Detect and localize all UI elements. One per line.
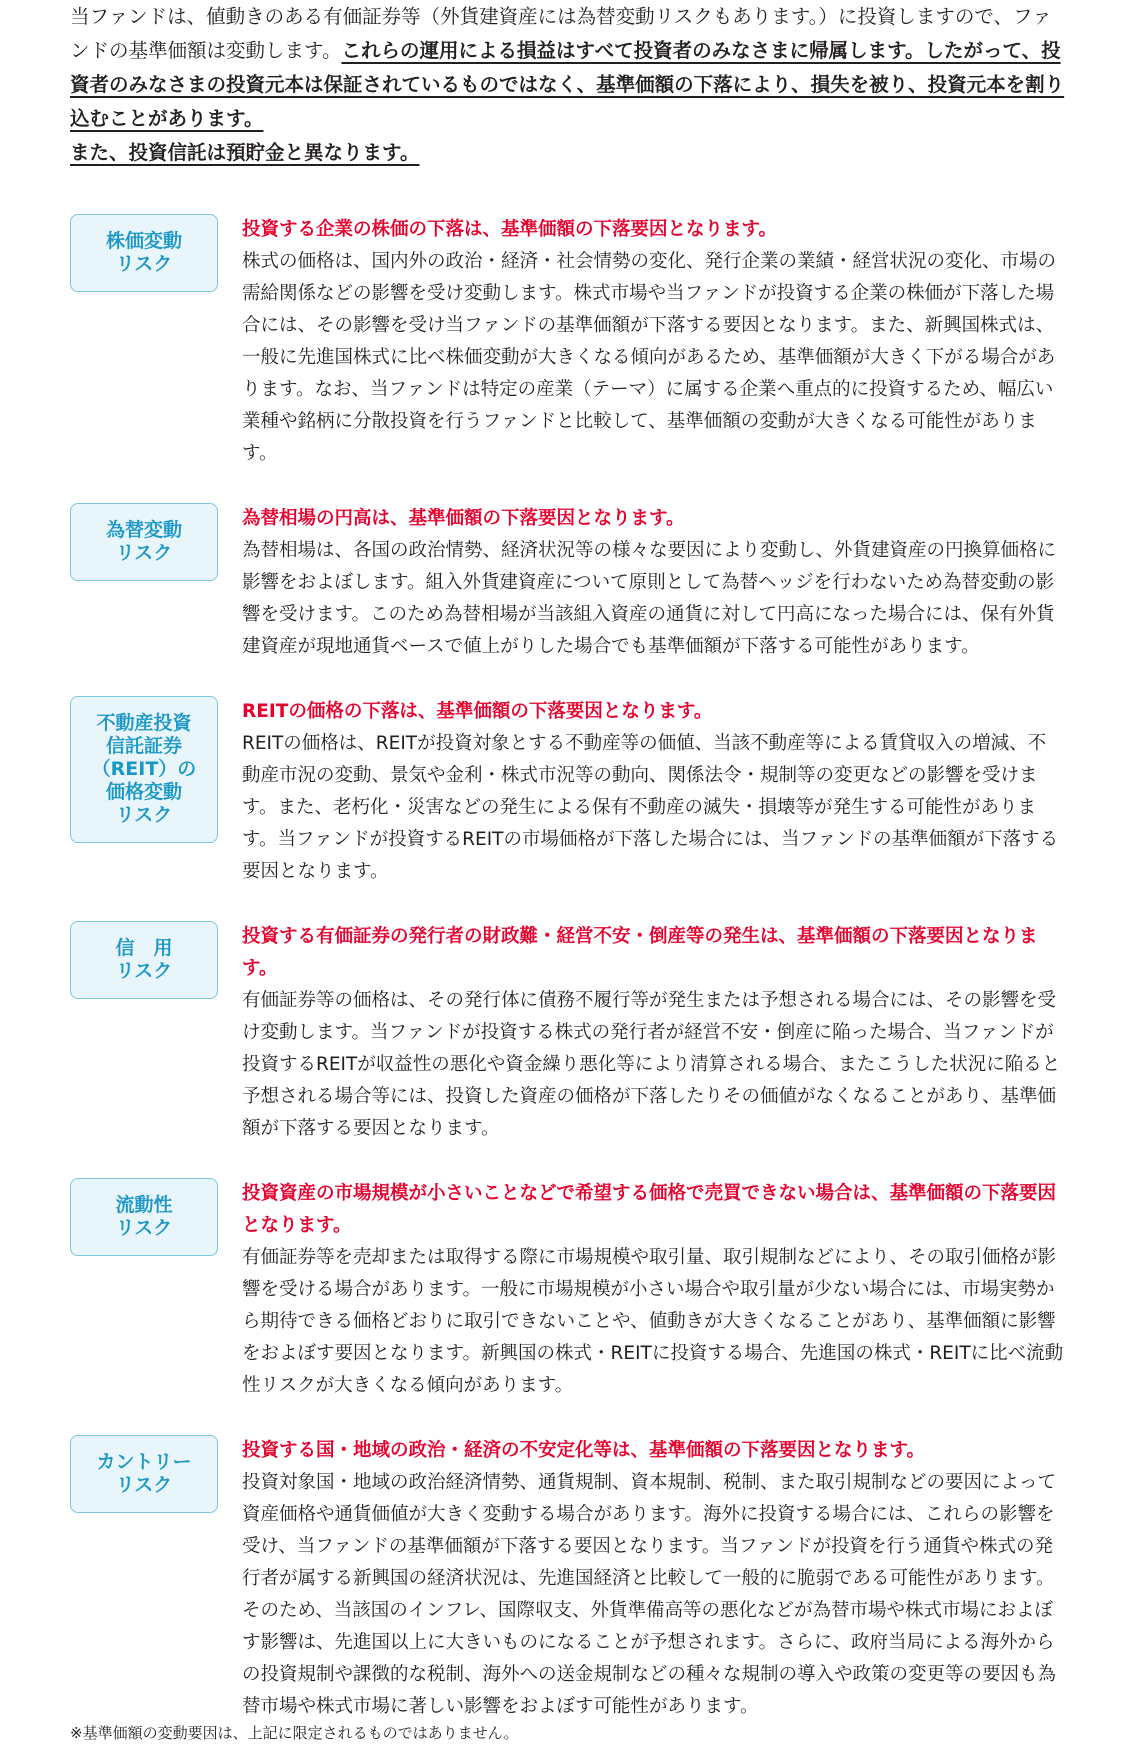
risk-headline: 投資する有価証券の発行者の財政難・経営不安・倒産等の発生は、基準価額の下落要因となります。 xyxy=(242,926,1038,979)
risk-description: 株式の価格は、国内外の政治・経済・社会情勢の変化、発行企業の業績・経営状況の変化、市場の需給関係などの影響を受け変動します。株式市場や当ファンドが投資する企業の株価が下落した場合には、その影響を受け当ファンドの基準価額が下落する要因となります。また、新興国株式は、一般に先進国株式に比べ株価変動が大きくなる傾向があるため、基準価額が大きく下がる場合があります。なお、当ファンドは特定の産業（テーマ）に属する企業へ重点的に投資するため、幅広い業種や銘柄に分散投資を行うファンドと比較して、基準価額の変動が大きくなる可能性があります。 xyxy=(242,251,1057,464)
risk-description: 有価証券等を売却または取得する際に市場規模や取引量、取引規制などにより、その取引価格が影響を受ける場合があります。一般に市場規模が小さい場合や取引量が少ない場合には、市場実勢から期待できる価格どおりに取引できないことや、値動きが大きくなることがあり、基準価額に影響をおよぼす要因となります。新興国の株式・REITに投資する場合、先進国の株式・REITに比べ流動性リスクが大きくなる傾向があります。 xyxy=(242,1247,1064,1396)
risk-label: 為替変動 リスク xyxy=(70,503,218,581)
risk-item-liquidity xyxy=(70,1178,1070,1402)
risk-label: 信 用 リスク xyxy=(70,921,218,999)
risk-item-credit xyxy=(70,921,1070,1145)
intro-bold-text: これらの運用による損益はすべて投資者のみなさまに帰属します。したがって、投資者のみなさまの投資元本は保証されているものではなく、基準価額の下落により、損失を被り、投資元本を割り込むことがあります。 xyxy=(70,39,1065,130)
risk-label: カントリー リスク xyxy=(70,1435,218,1513)
risk-item-reit xyxy=(70,696,1070,888)
risk-item-currency xyxy=(70,503,1070,663)
risk-headline: 投資する企業の株価の下落は、基準価額の下落要因となります。 xyxy=(242,219,778,240)
risk-list xyxy=(70,214,1070,1756)
intro-normal-text: 当ファンドは、値動きのある有価証券等（外貨建資産には為替変動リスクもあります。）に投資しますので、ファンドの基準価額は変動します。 xyxy=(70,5,1052,62)
risk-body xyxy=(242,696,1064,888)
risk-body xyxy=(242,503,1064,663)
risk-description: REITの価格は、REITが投資対象とする不動産等の価値、当該不動産等による賃貸収入の増減、不動産市況の変動、景気や金利・株式市況等の動向、関係法令・規制等の変更などの影響を受けます。また、老朽化・災害などの発生による保有不動産の滅失・損壊等が発生する可能性があります。当ファンドが投資するREITの市場価格が下落した場合には、当ファンドの基準価額が下落する要因となります。 xyxy=(242,733,1059,882)
risk-headline: 投資する国・地域の政治・経済の不安定化等は、基準価額の下落要因となります。 xyxy=(242,1440,926,1461)
footnote: ※基準価額の変動要因は、上記に限定されるものではありません。 xyxy=(70,1724,519,1742)
risk-item-stock-price xyxy=(70,214,1070,470)
risk-description: 有価証券等の価格は、その発行体に債務不履行等が発生または予想される場合には、その影響を受け変動します。当ファンドが投資する株式の発行者が経営不安・倒産に陥った場合、当ファンドが投資するREITが収益性の悪化や資金繰り悪化等により清算される場合、またこうした状況に陥ると予想される場合等には、投資した資産の価格が下落したりその価値がなくなることがあり、基準価額が下落する要因となります。 xyxy=(242,990,1061,1139)
intro-paragraph xyxy=(70,0,1070,170)
risk-body xyxy=(242,921,1064,1145)
risk-label: 不動産投資 信託証券 （REIT）の 価格変動 リスク xyxy=(70,696,218,843)
risk-label: 株価変動 リスク xyxy=(70,214,218,292)
risk-headline: 為替相場の円高は、基準価額の下落要因となります。 xyxy=(242,508,685,529)
risk-label: 流動性 リスク xyxy=(70,1178,218,1256)
risk-headline: REITの価格の下落は、基準価額の下落要因となります。 xyxy=(242,701,713,722)
risk-description: 為替相場は、各国の政治情勢、経済状況等の様々な要因により変動し、外貨建資産の円換算価格に影響をおよぼします。組入外貨建資産について原則として為替ヘッジを行わないため為替変動の影響を受けます。このため為替相場が当該組入資産の通貨に対して円高になった場合には、保有外貨建資産が現地通貨ベースで値上がりした場合でも基準価額が下落する可能性があります。 xyxy=(242,540,1057,657)
risk-body xyxy=(242,1178,1064,1402)
risk-description: 投資対象国・地域の政治経済情勢、通貨規制、資本規制、税制、また取引規制などの要因によって資産価格や通貨価値が大きく変動する場合があります。海外に投資する場合には、これらの影響を受け、当ファンドの基準価額が下落する要因となります。当ファンドが投資を行う通貨や株式の発行者が属する新興国の経済状況は、先進国経済と比較して一般的に脆弱である可能性があります。そのため、当該国のインフレ、国際収支、外貨準備高等の悪化などが為替市場や株式市場におよぼす影響は、先進国以上に大きいものになることが予想されます。さらに、政府当局による海外からの投資規制や課徴的な税制、海外への送金規制などの種々な規制の導入や政策の変更等の要因も為替市場や株式市場に著しい影響をおよぼす可能性があります。 xyxy=(242,1472,1057,1717)
risk-body xyxy=(242,1435,1064,1723)
risk-headline: 投資資産の市場規模が小さいことなどで希望する価格で売買できない場合は、基準価額の下落要因となります。 xyxy=(242,1183,1057,1236)
intro-bold-text-2: また、投資信託は預貯金と異なります。 xyxy=(70,141,420,164)
risk-body xyxy=(242,214,1064,470)
risk-item-country xyxy=(70,1435,1070,1723)
